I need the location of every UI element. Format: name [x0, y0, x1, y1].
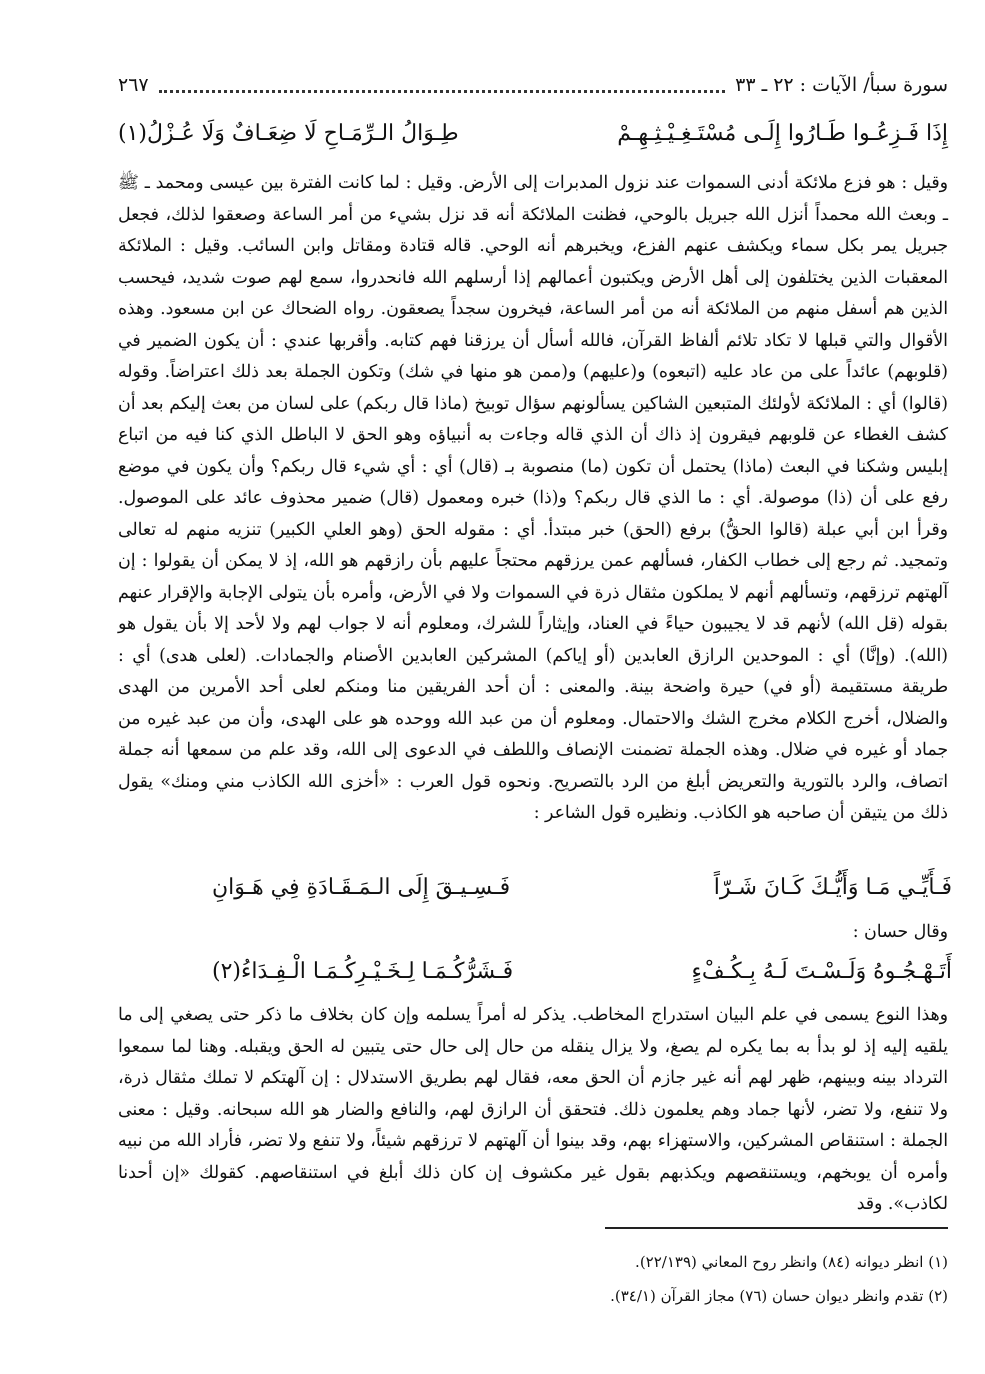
verse-3-first-hemistich: أَتَـهْـجُـوهُ وَلَـسْـتَ لَـهُ بِـكُـفْءٍ	[691, 959, 952, 984]
paragraph-1: وقيل : هو فزع ملائكة أدنى السموات عند نزول المدبرات إلى الأرض. وقيل : لما كانت الفترة بين عيسى ومحمد ـ ﷺ ـ وبعث الله محمداً أنزل الله جبريل بالوحي، فظنت الملائكة أنه قد نزل بشيء من أمر الساعة وصعقوا لذلك، فجعل جبريل يمر بكل سماء ويكشف عنهم الفزع، ويخبرهم أنه الوحي. قاله قتادة ومقاتل وابن السائب. وقيل : الملائكة المعقبات الذين يختلفون إلى أهل الأرض ويكتبون أعمالهم إذا أرسلهم الله فانحدروا، سمع لهم صوت شديد، فيحسب الذين هم أسفل منهم من الملائكة أنه من أمر الساعة، فيخرون سجداً يصعقون. رواه الضحاك عن ابن مسعود. وهذه الأقوال والتي قبلها لا تكاد تلائم ألفاظ القرآن، فالله أسأل أن يرزقنا فهم كتابه. وأقربها عندي : أن يكون الضمير في (قلوبهم) عائداً على من عاد عليه (اتبعوه) و(عليهم) و(ممن هو منها في شك) وتكون الجملة بعد ذلك اعتراضاً. وقوله (قالوا) أي : الملائكة لأولئك المتبعين الشاكين يسألونهم سؤال توبيخ (ماذا قال ربكم) على لسان من بعث إليكم بعد أن كشف الغطاء عن قلوبهم فيقرون إذ ذاك أن الذي قاله وجاءت به أنبياؤه وهو الحق لا الباطل الذي كنا فيه من اتباع إبليس وشكنا في البعث (ماذا) يحتمل أن تكون (ما) منصوبة بـ (قال) أي : أي شيء قال ربكم؟ وأن يكون في موضع رفع على أن (ذا) موصولة. أي : ما الذي قال ربكم؟ و(ذا) خبره ومعمول (قال) ضمير محذوف عائد على الموصول. وقرأ ابن أبي عبلة (قالوا الحقُّ) برفع (الحق) خبر مبتدأ. أي : مقوله الحق (وهو العلي الكبير) تنزيه منهم له تعالى وتمجيد. ثم رجع إلى خطاب الكفار، فسألهم عمن يرزقهم محتجاً عليهم بأن رازقهم هو الله، إذ لا يمكن أن يقولوا : إن آلهتهم ترزقهم، وتسألهم أنهم لا يملكون مثقال ذرة في السموات ولا في الأرض، وأمره بأن يتولى الإجابة والإقرار عنهم بقوله (قل الله) لأنهم قد لا يجيبون حياءً في العناد، وإيثاراً للشرك، ومعلوم أنه لا جواب لهم ولا لأحد إلا بأن يقول هو (الله). (وإنَّا) أي : الموحدين الرازق العابدين (أو إياكم) المشركين العابدين الأصنام والجمادات. (لعلى هدى) أي : طريقة مستقيمة (أو في) حيرة واضحة بينة. والمعنى : أن أحد الفريقين منا ومنكم لعلى أحد الأمرين من الهدى والضلال، أخرج الكلام مخرج الشك والاحتمال. ومعلوم أن من عبد الله ووحده هو على الهدى، وأن من عبد غيره من جماد أو غيره في ضلال. وهذه الجملة تضمنت الإنصاف واللطف في الدعوى إلى الله، وقد علم من سمعها أنه جملة اتصاف، والرد بالتورية والتعريض أبلغ من الرد بالتصريح. ونحوه قول العرب : «أخزى الله الكاذب مني ومنك» يقول ذلك من يتيقن أن صاحبه هو الكاذب. ونظيره قول الشاعر :	[118, 173, 948, 823]
main-text-block-2	[118, 1000, 948, 1215]
hassan-intro: وقال حسان :	[852, 922, 948, 942]
poetry-verse-3	[212, 956, 952, 988]
paragraph-2: وهذا النوع يسمى في علم البيان استدراج المخاطب. يذكر له أمراً يسلمه وإن كان بخلاف ما ذكر حتى يصغي إلى ما يلقيه إليه إذ لو بدأ به بما يكره لم يصغ، ولا يزال ينقله من حال إلى حال حتى يتبين له الحق ويقبله. وهنا لما سمعوا الترداد بينه وبينهم، ظهر لهم أنه غير جازم أن الحق معه، فقال لهم بطريق الاستدلال : إن آلهتكم لا تملك مثقال ذرة، ولا تنفع، ولا تضر، لأنها جماد وهم يعلمون ذلك. فتحقق أن الرازق لهم، والنافع والضار هو الله سبحانه. وقيل : معنى الجملة : استنقاص المشركين، والاستهزاء بهم، وقد بينوا أن آلهتهم لا ترزقهم شيئاً، ولا تنفع ولا تضر، فأراد الله من نبيه وأمره أن يوبخهم، ويستنقصهم ويكذبهم بقول غير مكشوف إن كان ذلك أبلغ في استنقاصهم. كقولك «إن أحدنا لكاذب». وقد	[118, 1005, 948, 1214]
verse-2-second-hemistich: فَـسِـيـقَ إِلَى الـمَـقَـادَةِ فِي هَـوَانِ	[212, 875, 511, 900]
header-leader-dots	[159, 78, 726, 93]
verse-1-first-hemistich: إِذَا فَـزِعُـوا طَـارُوا إِلَـى مُسْتَـغِـيْـثِـهِـمْ	[617, 121, 948, 146]
running-title: سورة سبأ/ الآيات : ٢٢ ـ ٣٣	[735, 74, 948, 96]
page-header	[118, 70, 948, 100]
footnotes	[118, 1245, 948, 1313]
footnote-divider	[605, 1227, 948, 1229]
footnote-1: (١) انظر ديوانه (٨٤) وانظر روح المعاني (٢٢/١٣٩).	[635, 1253, 948, 1271]
page-number: ٢٦٧	[118, 74, 149, 96]
verse-3-second-hemistich: فَـشَرُّكُـمَـا لِـخَـيْـرِكُـمَـا الْـفِـدَاءُ(٢)	[212, 959, 514, 984]
poetry-verse-1	[118, 118, 948, 150]
footnote-2: (٢) تقدم وانظر ديوان حسان (٧٦) مجاز القرآن (٣٤/١).	[610, 1287, 948, 1305]
verse-1-second-hemistich: طِـوَالُ الـرِّمَـاحِ لَا ضِعَـافٌ وَلَا عُـزْلُ(١)	[118, 121, 459, 146]
verse-2-first-hemistich: فَـأَيِّـي مَـا وَأَيُّـكَ كَـانَ شَـرّاً	[713, 875, 952, 900]
poetry-verse-2	[212, 872, 952, 904]
main-text-block-1	[118, 168, 948, 868]
